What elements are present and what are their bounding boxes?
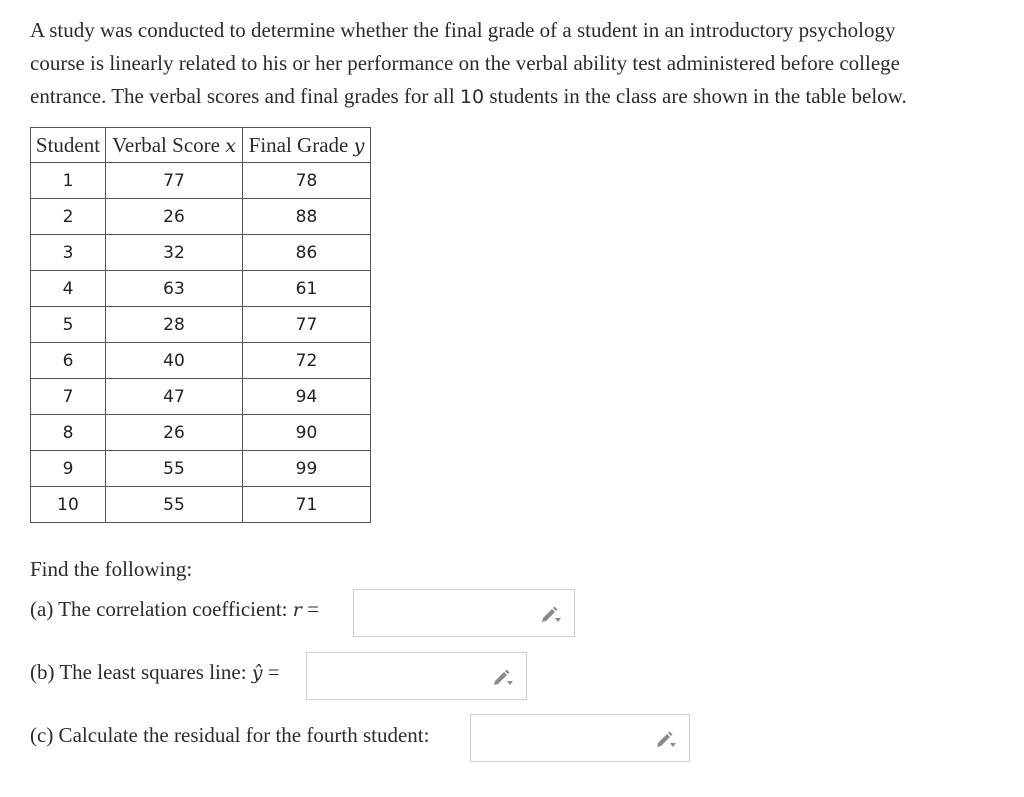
- cell-final: 90: [243, 415, 371, 451]
- intro-line-2: course is linearly related to his or her performance on the verbal ability test administered before college: [30, 51, 900, 75]
- table-row: [31, 235, 371, 271]
- pencil-dropdown-icon[interactable]: [492, 667, 514, 687]
- cell-final: 61: [243, 271, 371, 307]
- table-row: [31, 451, 371, 487]
- correlation-answer-field[interactable]: [353, 589, 575, 637]
- cell-verbal: 26: [106, 199, 243, 235]
- table-row: [31, 343, 371, 379]
- question-b-text: (b) The least squares line:: [30, 660, 252, 684]
- cell-verbal: 55: [106, 487, 243, 523]
- table-row: [31, 199, 371, 235]
- cell-student: 10: [31, 487, 106, 523]
- cell-final: 77: [243, 307, 371, 343]
- header-student: Student: [31, 128, 106, 163]
- table-header-row: [31, 128, 371, 163]
- header-final-variable: y: [353, 134, 365, 157]
- student-count: 10: [459, 86, 485, 108]
- data-table: [30, 127, 371, 523]
- cell-student: 1: [31, 163, 106, 199]
- cell-student: 5: [31, 307, 106, 343]
- question-b-variable: ŷ: [251, 662, 263, 684]
- question-a-equals: =: [301, 597, 319, 621]
- cell-final: 71: [243, 487, 371, 523]
- table-row: [31, 415, 371, 451]
- find-prompt: Find the following:: [30, 557, 193, 581]
- pencil-dropdown-icon[interactable]: [655, 729, 677, 749]
- cell-final: 72: [243, 343, 371, 379]
- cell-verbal: 28: [106, 307, 243, 343]
- cell-verbal: 55: [106, 451, 243, 487]
- intro-line-3: [30, 80, 1000, 114]
- cell-final: 88: [243, 199, 371, 235]
- question-b-label: [30, 660, 280, 685]
- cell-verbal: 47: [106, 379, 243, 415]
- table-row: [31, 487, 371, 523]
- intro-line-3-end: students in the class are shown in the table below.: [484, 84, 907, 108]
- question-a-text: (a) The correlation coefficient:: [30, 597, 293, 621]
- header-final-grade: [243, 128, 371, 163]
- cell-student: 8: [31, 415, 106, 451]
- intro-line-3-start: entrance. The verbal scores and final grades for all: [30, 84, 460, 108]
- header-verbal-score: [106, 128, 243, 163]
- question-a-variable: r: [292, 599, 302, 621]
- question-c-label: (c) Calculate the residual for the fourth student:: [30, 723, 430, 747]
- cell-verbal: 63: [106, 271, 243, 307]
- cell-verbal: 32: [106, 235, 243, 271]
- question-a-label: [30, 597, 319, 622]
- table-row: [31, 379, 371, 415]
- cell-student: 3: [31, 235, 106, 271]
- cell-verbal: 40: [106, 343, 243, 379]
- cell-final: 99: [243, 451, 371, 487]
- least-squares-answer-field[interactable]: [306, 652, 527, 700]
- problem-statement: [30, 14, 1000, 114]
- cell-final: 94: [243, 379, 371, 415]
- pencil-dropdown-icon[interactable]: [540, 604, 562, 624]
- header-verbal-variable: x: [225, 134, 236, 157]
- cell-student: 9: [31, 451, 106, 487]
- header-verbal-label: Verbal Score: [112, 132, 220, 157]
- cell-student: 2: [31, 199, 106, 235]
- table-row: [31, 163, 371, 199]
- cell-verbal: 26: [106, 415, 243, 451]
- residual-answer-field[interactable]: [470, 714, 690, 762]
- cell-student: 4: [31, 271, 106, 307]
- cell-final: 78: [243, 163, 371, 199]
- header-final-label: Final Grade: [248, 132, 349, 157]
- table-row: [31, 307, 371, 343]
- cell-verbal: 77: [106, 163, 243, 199]
- cell-student: 6: [31, 343, 106, 379]
- cell-final: 86: [243, 235, 371, 271]
- cell-student: 7: [31, 379, 106, 415]
- table-row: [31, 271, 371, 307]
- intro-line-1: A study was conducted to determine whether the final grade of a student in an introductory psychology: [30, 18, 896, 42]
- question-b-equals: =: [262, 660, 280, 684]
